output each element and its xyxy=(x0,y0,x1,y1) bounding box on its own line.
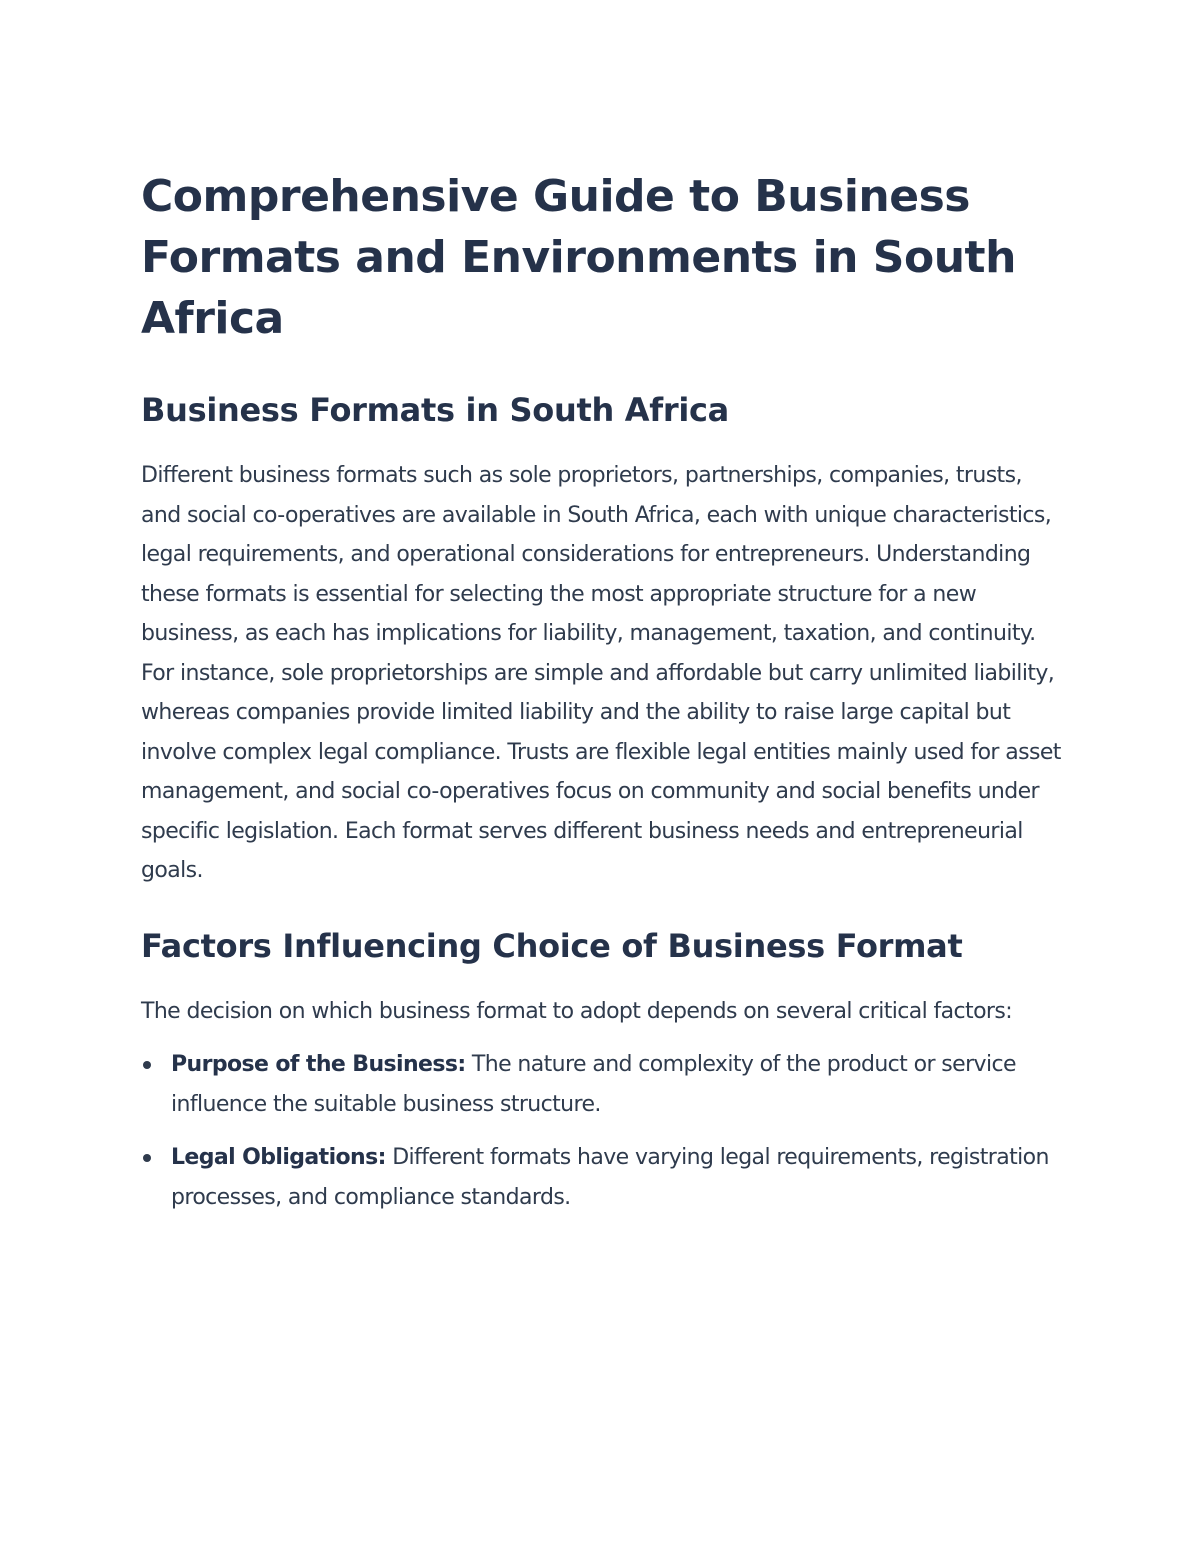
section-heading-factors: Factors Influencing Choice of Business Format xyxy=(141,926,963,965)
bullet-icon xyxy=(143,1154,151,1162)
list-item xyxy=(141,1045,1066,1125)
list-item-term: Legal Obligations: xyxy=(171,1145,386,1170)
list-item xyxy=(141,1138,1066,1218)
document-title: Comprehensive Guide to Business Formats and Environments in South Africa xyxy=(141,171,1016,344)
document-page xyxy=(141,166,1066,1231)
list-item-term: Purpose of the Business: xyxy=(171,1052,466,1077)
section-paragraph-factors: The decision on which business format to adopt depends on several critical factors: xyxy=(141,998,1013,1024)
section-heading-business-formats: Business Formats in South Africa xyxy=(141,391,729,429)
list-item-text: Different formats have varying legal requirements, registration processes, and compliance standards. xyxy=(171,1145,1049,1210)
bullet-icon xyxy=(143,1061,151,1069)
list-item-text: The nature and complexity of the product or service influence the suitable business structure. xyxy=(171,1052,1016,1117)
factors-list xyxy=(141,1045,1066,1218)
section-paragraph-business-formats: Different business formats such as sole proprietors, partnerships, companies, trusts, and social co-operatives are available in South Africa, each with unique characteristics, legal requirements, and operational considerations for entrepreneurs. Understanding these formats is essential for selecting the most appropriate structure for a new business, as each has implications for liability, management, taxation, and continuity. For instance, sole proprietorships are simple and affordable but carry unlimited liability, whereas companies provide limited liability and the ability to raise large capital but involve complex legal compliance. Trusts are flexible legal entities mainly used for asset management, and social co-operatives focus on community and social benefits under specific legislation. Each format serves different business needs and entrepreneurial goals. xyxy=(141,463,1061,883)
